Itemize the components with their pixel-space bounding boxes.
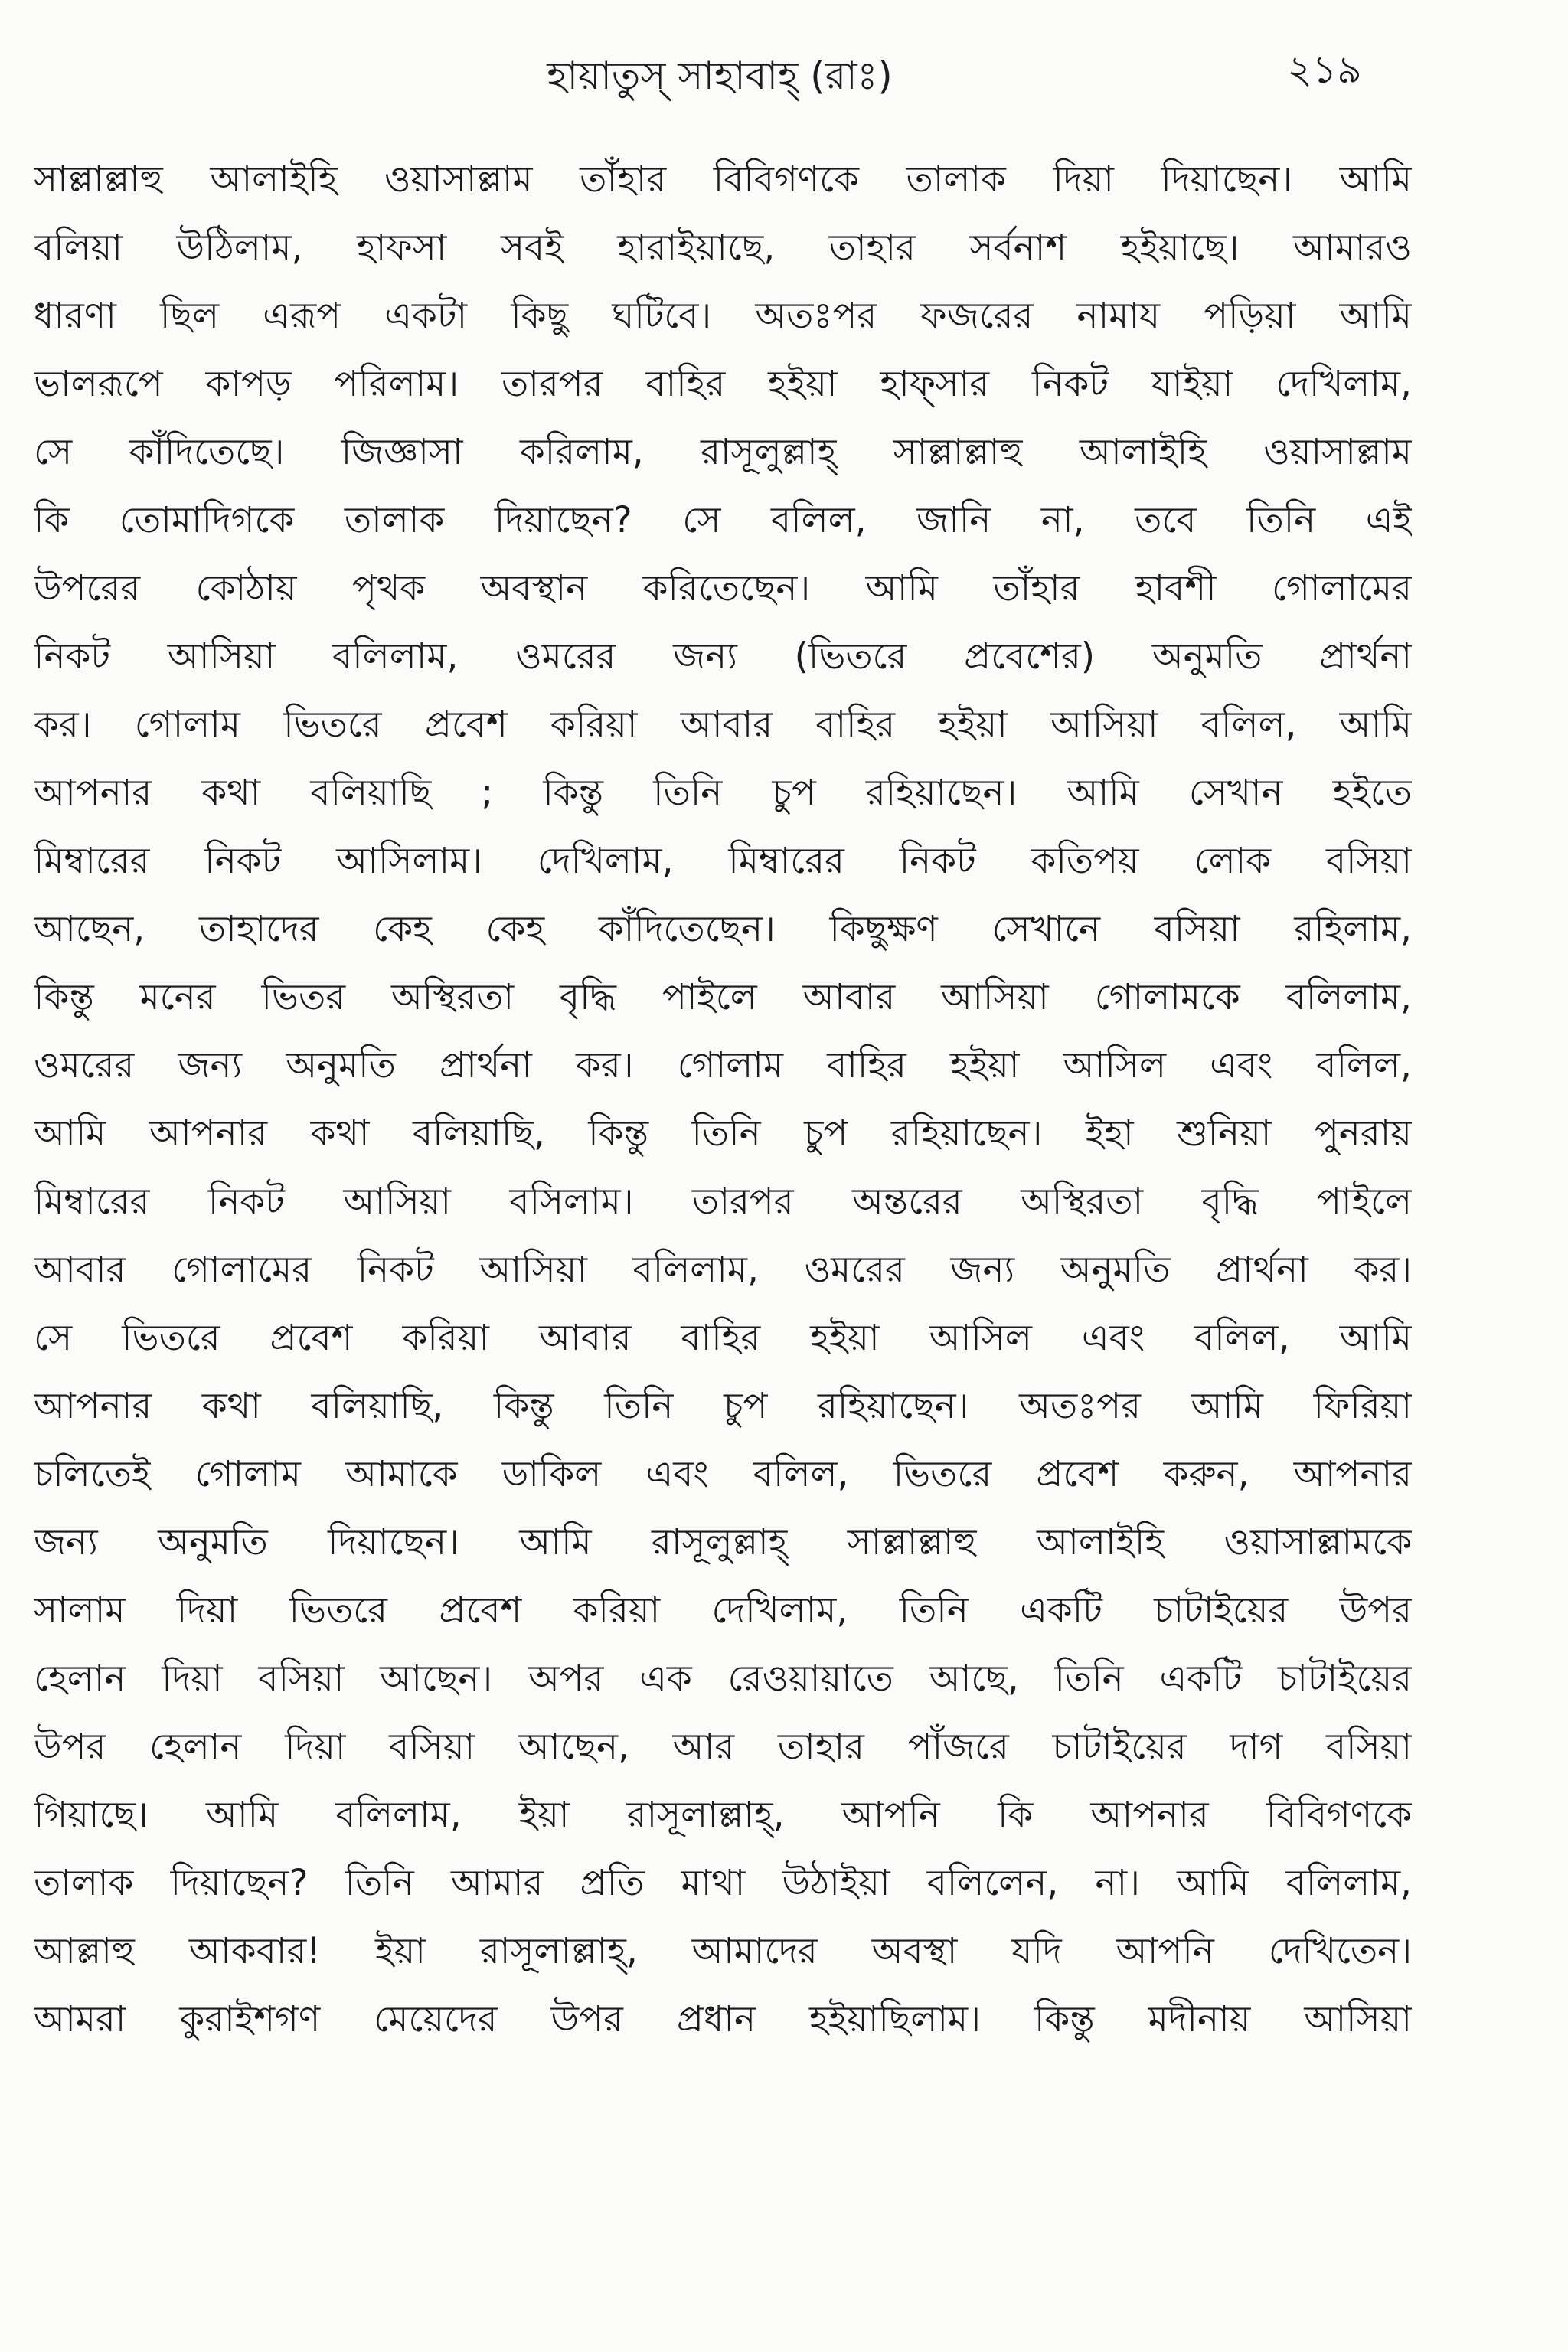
text-line: ধারণা ছিল এরূপ একটা কিছু ঘটিবে। অতঃপর ফজরের নামায পড়িয়া আমি [34, 295, 1412, 337]
text-line: নিকট আসিয়া বলিলাম, ওমরের জন্য (ভিতরে প্রবেশের) অনুমতি প্রার্থনা [34, 635, 1412, 678]
text-line: আছেন, তাহাদের কেহ কেহ কাঁদিতেছেন। কিছুক্ষণ সেখানে বসিয়া রহিলাম, [34, 908, 1412, 950]
text-line: উপর হেলান দিয়া বসিয়া আছেন, আর তাহার পাঁজরে চাটাইয়ের দাগ বসিয়া [34, 1726, 1412, 1768]
text-line: সে ভিতরে প্রবেশ করিয়া আবার বাহির হইয়া আসিল এবং বলিল, আমি [34, 1317, 1412, 1359]
text-line: সালাম দিয়া ভিতরে প্রবেশ করিয়া দেখিলাম, তিনি একটি চাটাইয়ের উপর [34, 1589, 1412, 1632]
text-line: বলিয়া উঠিলাম, হাফসা সবই হারাইয়াছে, তাহার সর্বনাশ হইয়াছে। আমারও [34, 227, 1412, 269]
text-line: কি তোমাদিগকে তালাক দিয়াছেন? সে বলিল, জানি না, তবে তিনি এই [34, 499, 1412, 541]
text-line: মিম্বারের নিকট আসিলাম। দেখিলাম, মিম্বারের নিকট কতিপয় লোক বসিয়া [34, 840, 1412, 882]
text-line: আপনার কথা বলিয়াছি ; কিন্তু তিনি চুপ রহিয়াছেন। আমি সেখান হইতে [34, 772, 1412, 814]
text-line: চলিতেই গোলাম আমাকে ডাকিল এবং বলিল, ভিতরে প্রবেশ করুন, আপনার [34, 1453, 1412, 1495]
text-line: আপনার কথা বলিয়াছি, কিন্তু তিনি চুপ রহিয়াছেন। অতঃপর আমি ফিরিয়া [34, 1385, 1412, 1427]
text-line: ওমরের জন্য অনুমতি প্রার্থনা কর। গোলাম বাহির হইয়া আসিল এবং বলিল, [34, 1044, 1412, 1086]
body-text [34, 145, 1412, 2053]
text-line: আল্লাহু আকবার! ইয়া রাসূলাল্লাহ্, আমাদের অবস্থা যদি আপনি দেখিতেন। [34, 1930, 1412, 1972]
page-number: ২১৯ [1287, 47, 1362, 92]
text-line: আমি আপনার কথা বলিয়াছি, কিন্তু তিনি চুপ রহিয়াছেন। ইহা শুনিয়া পুনরায় [34, 1112, 1412, 1155]
text-line: আমরা কুরাইশগণ মেয়েদের উপর প্রধান হইয়াছিলাম। কিন্তু মদীনায় আসিয়া [34, 1998, 1412, 2040]
text-line: কর। গোলাম ভিতরে প্রবেশ করিয়া আবার বাহির হইয়া আসিয়া বলিল, আমি [34, 704, 1412, 746]
running-title: হায়াতুস্ সাহাবাহ্ (রাঃ) [547, 54, 893, 98]
text-line: ভালরূপে কাপড় পরিলাম। তারপর বাহির হইয়া হাফ্সার নিকট যাইয়া দেখিলাম, [34, 363, 1412, 405]
text-line: আবার গোলামের নিকট আসিয়া বলিলাম, ওমরের জন্য অনুমতি প্রার্থনা কর। [34, 1249, 1412, 1291]
text-line: কিন্তু মনের ভিতর অস্থিরতা বৃদ্ধি পাইলে আবার আসিয়া গোলামকে বলিলাম, [34, 976, 1412, 1018]
text-line: হেলান দিয়া বসিয়া আছেন। অপর এক রেওয়ায়াতে আছে, তিনি একটি চাটাইয়ের [34, 1658, 1412, 1700]
text-line: তালাক দিয়াছেন? তিনি আমার প্রতি মাথা উঠাইয়া বলিলেন, না। আমি বলিলাম, [34, 1862, 1412, 1904]
text-line: মিম্বারের নিকট আসিয়া বসিলাম। তারপর অন্তরের অস্থিরতা বৃদ্ধি পাইলে [34, 1181, 1412, 1223]
text-line: সে কাঁদিতেছে। জিজ্ঞাসা করিলাম, রাসূলুল্লাহ্ সাল্লাল্লাহু আলাইহি ওয়াসাল্লাম [34, 431, 1412, 473]
text-line: গিয়াছে। আমি বলিলাম, ইয়া রাসূলাল্লাহ্, আপনি কি আপনার বিবিগণকে [34, 1794, 1412, 1836]
page-header [0, 34, 1568, 118]
text-line: উপরের কোঠায় পৃথক অবস্থান করিতেছেন। আমি তাঁহার হাবশী গোলামের [34, 567, 1412, 609]
text-line: সাল্লাল্লাহু আলাইহি ওয়াসাল্লাম তাঁহার বিবিগণকে তালাক দিয়া দিয়াছেন। আমি [34, 158, 1412, 201]
text-line: জন্য অনুমতি দিয়াছেন। আমি রাসূলুল্লাহ্ সাল্লাল্লাহু আলাইহি ওয়াসাল্লামকে [34, 1521, 1412, 1563]
